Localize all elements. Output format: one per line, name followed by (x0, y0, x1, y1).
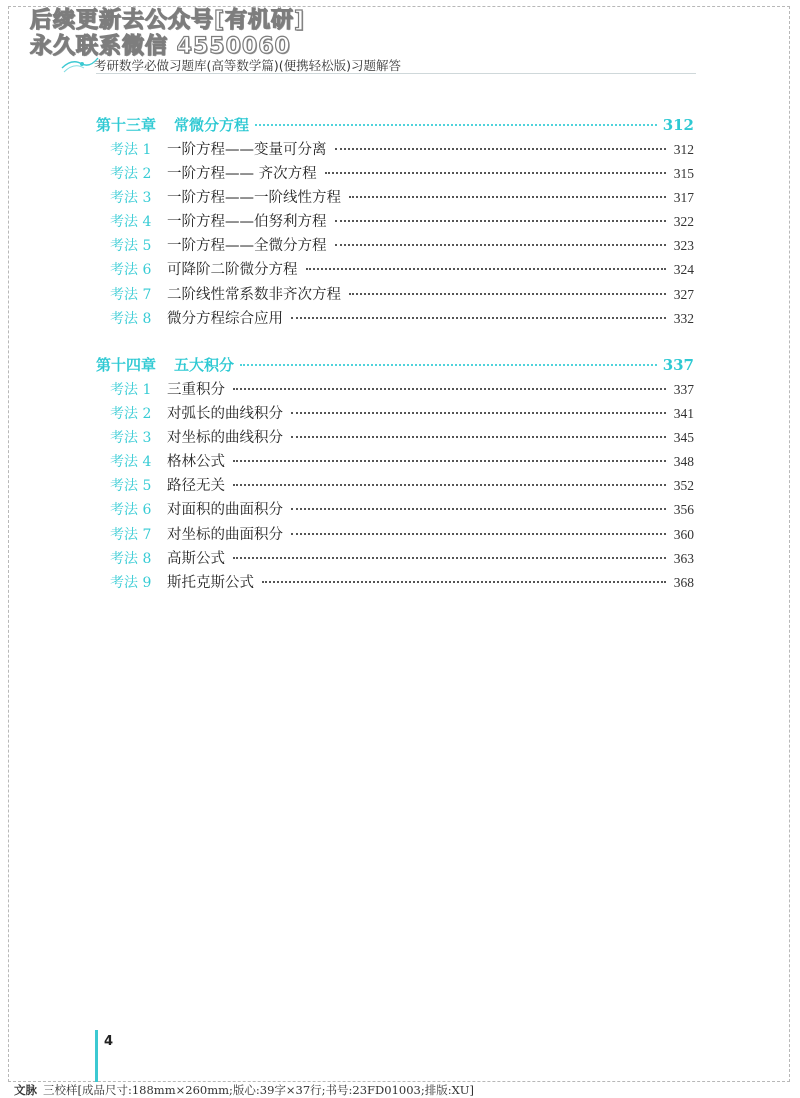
entry-title: 可降阶二阶微分方程 (167, 262, 298, 279)
entry-label: 考法 3 (110, 190, 152, 207)
entry-title: 对面积的曲面积分 (167, 502, 283, 519)
toc-entry[interactable] (96, 474, 694, 498)
watermark-line-2: 永久联系微信 4550060 (30, 34, 291, 59)
entry-title: 一阶方程——全微分方程 (167, 238, 327, 255)
toc-entry[interactable] (96, 283, 694, 307)
leader-dots (306, 268, 666, 270)
leader-dots (335, 148, 666, 150)
page-number-bar (95, 1030, 98, 1082)
header-divider (96, 73, 696, 74)
entry-page: 312 (673, 142, 694, 157)
leader-dots (291, 412, 666, 414)
entry-title: 一阶方程—— 齐次方程 (167, 166, 317, 183)
chapter-page: 312 (662, 116, 694, 134)
chapter-heading[interactable] (96, 354, 694, 378)
leader-dots (325, 172, 666, 174)
leader-dots (255, 124, 657, 126)
leader-dots (291, 317, 666, 319)
toc-entry[interactable] (96, 498, 694, 522)
chapter-page: 337 (662, 356, 694, 374)
leader-dots (233, 388, 666, 390)
entry-page: 323 (673, 238, 694, 254)
entry-label: 考法 5 (110, 478, 152, 495)
entry-label: 考法 8 (110, 310, 152, 327)
entry-label: 考法 7 (110, 526, 152, 543)
toc-entry[interactable] (96, 138, 694, 162)
entry-label: 考法 2 (110, 406, 152, 423)
toc-chapter-14 (96, 354, 694, 595)
leader-dots (291, 436, 666, 438)
entry-page: 315 (673, 166, 694, 182)
header-title: 考研数学必做习题库(高等数学篇)(便携轻松版)习题解答 (94, 58, 402, 73)
leader-dots (335, 244, 666, 246)
leader-dots (349, 293, 666, 295)
leader-dots (240, 364, 657, 366)
entry-page: 341 (673, 406, 694, 422)
entry-title: 对弧长的曲线积分 (167, 406, 283, 423)
print-footer (14, 1082, 474, 1098)
leader-dots (233, 484, 666, 486)
entry-page: 356 (673, 502, 694, 518)
watermark-line-1: 后续更新去公众号[有机研] (30, 8, 306, 33)
toc-entry[interactable] (96, 307, 694, 331)
entry-title: 一阶方程——一阶线性方程 (167, 190, 341, 207)
entry-title: 格林公式 (167, 454, 225, 471)
toc-entry[interactable] (96, 210, 694, 234)
leader-dots (291, 533, 666, 535)
entry-title: 微分方程综合应用 (167, 310, 283, 327)
leader-dots (349, 196, 666, 198)
chapter-heading[interactable] (96, 114, 694, 138)
entry-page: 332 (673, 310, 694, 326)
toc-entry[interactable] (96, 450, 694, 474)
toc-chapter-13 (96, 114, 694, 331)
entry-page: 327 (673, 286, 694, 302)
entry-title: 斯托克斯公式 (167, 574, 254, 591)
toc-entry[interactable] (96, 162, 694, 186)
page-number: 4 (104, 1034, 114, 1049)
entry-page: 363 (673, 550, 694, 566)
entry-title: 路径无关 (167, 478, 225, 495)
entry-page: 324 (673, 262, 694, 278)
entry-label: 考法 3 (110, 430, 152, 447)
entry-page: 360 (673, 526, 694, 542)
entry-label: 考法 8 (110, 550, 152, 567)
leader-dots (233, 557, 666, 559)
entry-title: 对坐标的曲线积分 (167, 430, 283, 447)
entry-title: 高斯公式 (167, 550, 225, 567)
entry-title: 三重积分 (167, 382, 225, 398)
entry-page: 352 (673, 478, 694, 494)
entry-page: 317 (673, 190, 694, 206)
footer-info: 三校样[成品尺寸:188mm×260mm;版心:39字×37行;书号:23FD01003;排版:XU] (43, 1083, 474, 1097)
toc-entry[interactable] (96, 547, 694, 571)
entry-label: 考法 1 (110, 382, 152, 398)
entry-title: 二阶线性常系数非齐次方程 (167, 286, 341, 303)
entry-label: 考法 1 (110, 142, 152, 158)
toc-entry[interactable] (96, 402, 694, 426)
entry-page: 345 (673, 430, 694, 446)
chapter-number: 第十四章 (96, 356, 157, 374)
entry-label: 考法 2 (110, 166, 152, 183)
entry-title: 一阶方程——变量可分离 (167, 142, 327, 158)
leader-dots (291, 508, 666, 510)
entry-label: 考法 4 (110, 454, 152, 471)
entry-label: 考法 9 (110, 574, 152, 591)
toc-entry[interactable] (96, 234, 694, 258)
entry-page: 368 (673, 574, 694, 590)
footer-brand: 文脉 (14, 1083, 37, 1097)
leader-dots (262, 581, 666, 583)
entry-page: 337 (673, 382, 694, 397)
toc-entry[interactable] (96, 378, 694, 402)
leader-dots (335, 220, 666, 222)
toc-entry[interactable] (96, 426, 694, 450)
chapter-title: 五大积分 (174, 356, 235, 374)
entry-page: 322 (673, 214, 694, 230)
entry-label: 考法 6 (110, 502, 152, 519)
toc-entry[interactable] (96, 571, 694, 595)
entry-page: 348 (673, 454, 694, 470)
leader-dots (233, 460, 666, 462)
toc-entry[interactable] (96, 523, 694, 547)
entry-title: 一阶方程——伯努利方程 (167, 214, 327, 231)
entry-label: 考法 6 (110, 262, 152, 279)
toc-entry[interactable] (96, 186, 694, 210)
chapter-title: 常微分方程 (174, 116, 250, 134)
toc-entry[interactable] (96, 258, 694, 282)
entry-title: 对坐标的曲面积分 (167, 526, 283, 543)
entry-label: 考法 7 (110, 286, 152, 303)
entry-label: 考法 5 (110, 238, 152, 255)
chapter-number: 第十三章 (96, 116, 157, 134)
entry-label: 考法 4 (110, 214, 152, 231)
